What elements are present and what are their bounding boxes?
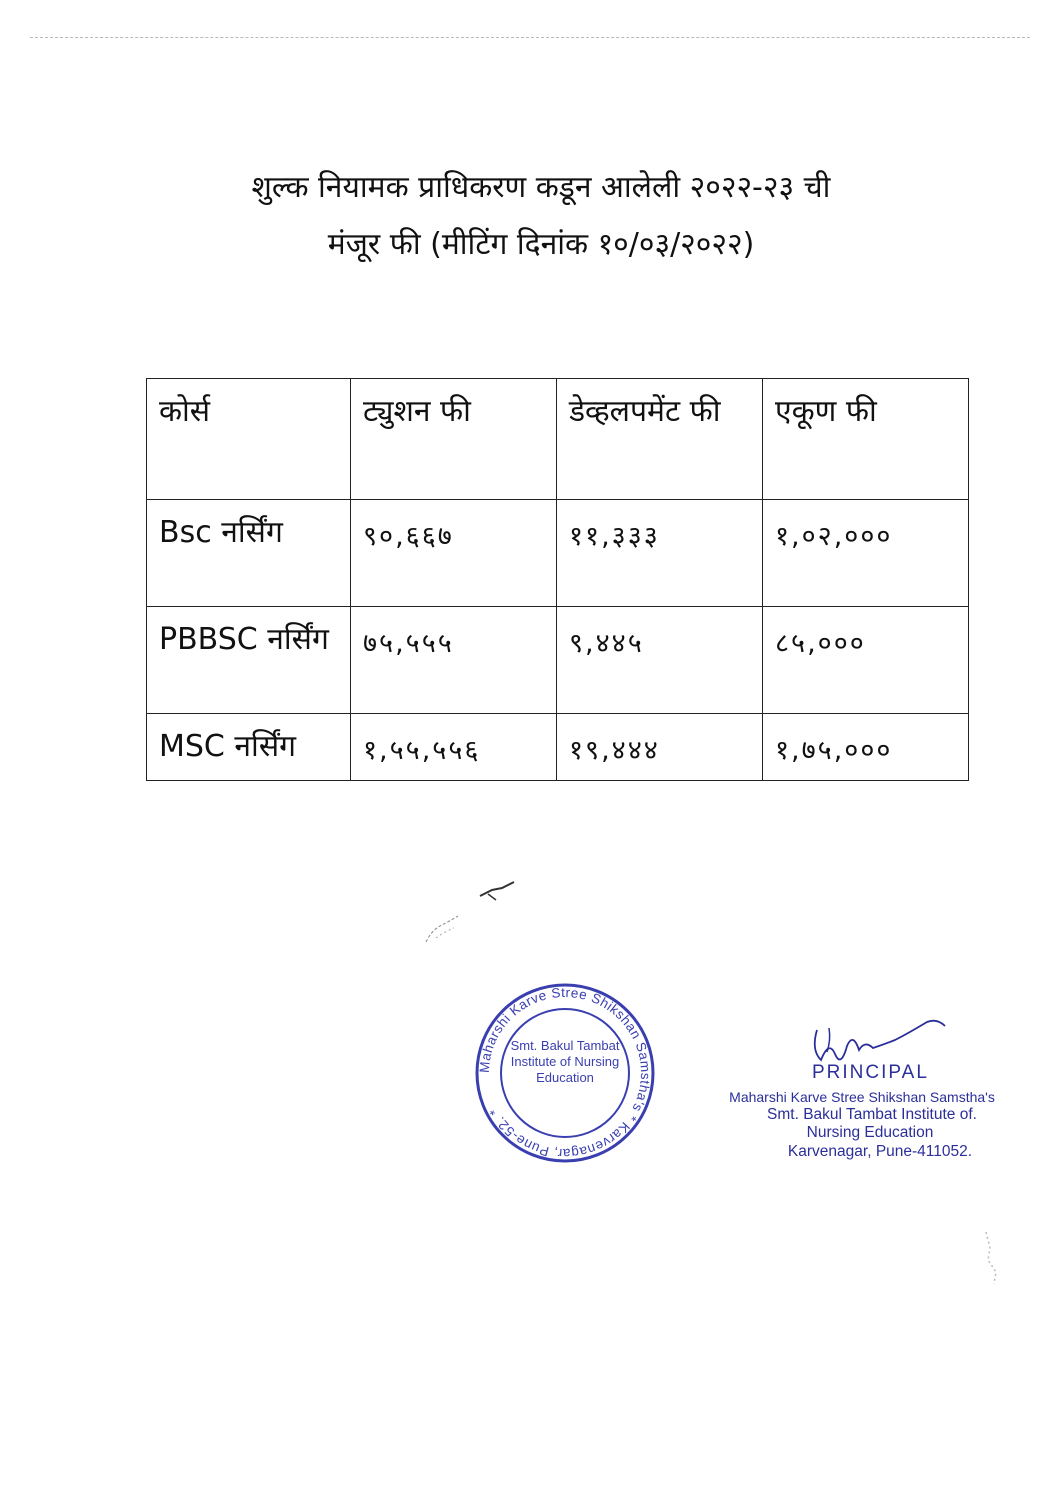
principal-line-2: Smt. Bakul Tambat Institute of. (767, 1106, 977, 1123)
cell-development-fee: ११,३३३ (557, 500, 763, 607)
cell-development-fee: १९,४४४ (557, 714, 763, 781)
scan-smudge (978, 1228, 1008, 1288)
cell-tuition-fee: १,५५,५५६ (351, 714, 557, 781)
fee-table (146, 378, 969, 781)
institute-seal (470, 978, 660, 1168)
principal-line-3: Nursing Education (806, 1124, 934, 1141)
seal-outer-text: Maharshi Karve Stree Shikshan Samstha's * Karvenagar, Pune-52. * (476, 984, 654, 1162)
document-title-line-2: मंजूर फी (मीटिंग दिनांक १०/०३/२०२२) (327, 227, 755, 262)
pen-scribble (418, 878, 528, 948)
cell-course: Bsc नर्सिंग (147, 500, 351, 607)
header-course: कोर्स (147, 379, 351, 500)
seal-inner-text: Smt. Bakul Tambat Institute of Nursing Education (510, 1038, 620, 1085)
table-row (147, 607, 969, 714)
table-header-row (147, 379, 969, 500)
cell-total-fee: १,०२,००० (763, 500, 969, 607)
document-title-line-1: शुल्क नियामक प्राधिकरण कडून आलेली २०२२-२३ ची (251, 170, 831, 205)
header-total-fee: एकूण फी (763, 379, 969, 500)
cell-total-fee: ८५,००० (763, 607, 969, 714)
principal-line-4: Karvenagar, Pune-411052. (787, 1143, 973, 1160)
cell-development-fee: ९,४४५ (557, 607, 763, 714)
principal-signature-block (712, 1010, 1032, 1170)
principal-line-1: Maharshi Karve Stree Shikshan Samstha's (729, 1089, 995, 1105)
cell-course: MSC नर्सिंग (147, 714, 351, 781)
table-row (147, 714, 969, 781)
header-development-fee: डेव्हलपमेंट फी (557, 379, 763, 500)
cell-tuition-fee: ९०,६६७ (351, 500, 557, 607)
scan-edge-line (30, 37, 1030, 38)
header-tuition-fee: ट्युशन फी (351, 379, 557, 500)
table-row (147, 500, 969, 607)
principal-title: PRINCIPAL (812, 1062, 929, 1083)
cell-course: PBBSC नर्सिंग (147, 607, 351, 714)
cell-tuition-fee: ७५,५५५ (351, 607, 557, 714)
cell-total-fee: १,७५,००० (763, 714, 969, 781)
